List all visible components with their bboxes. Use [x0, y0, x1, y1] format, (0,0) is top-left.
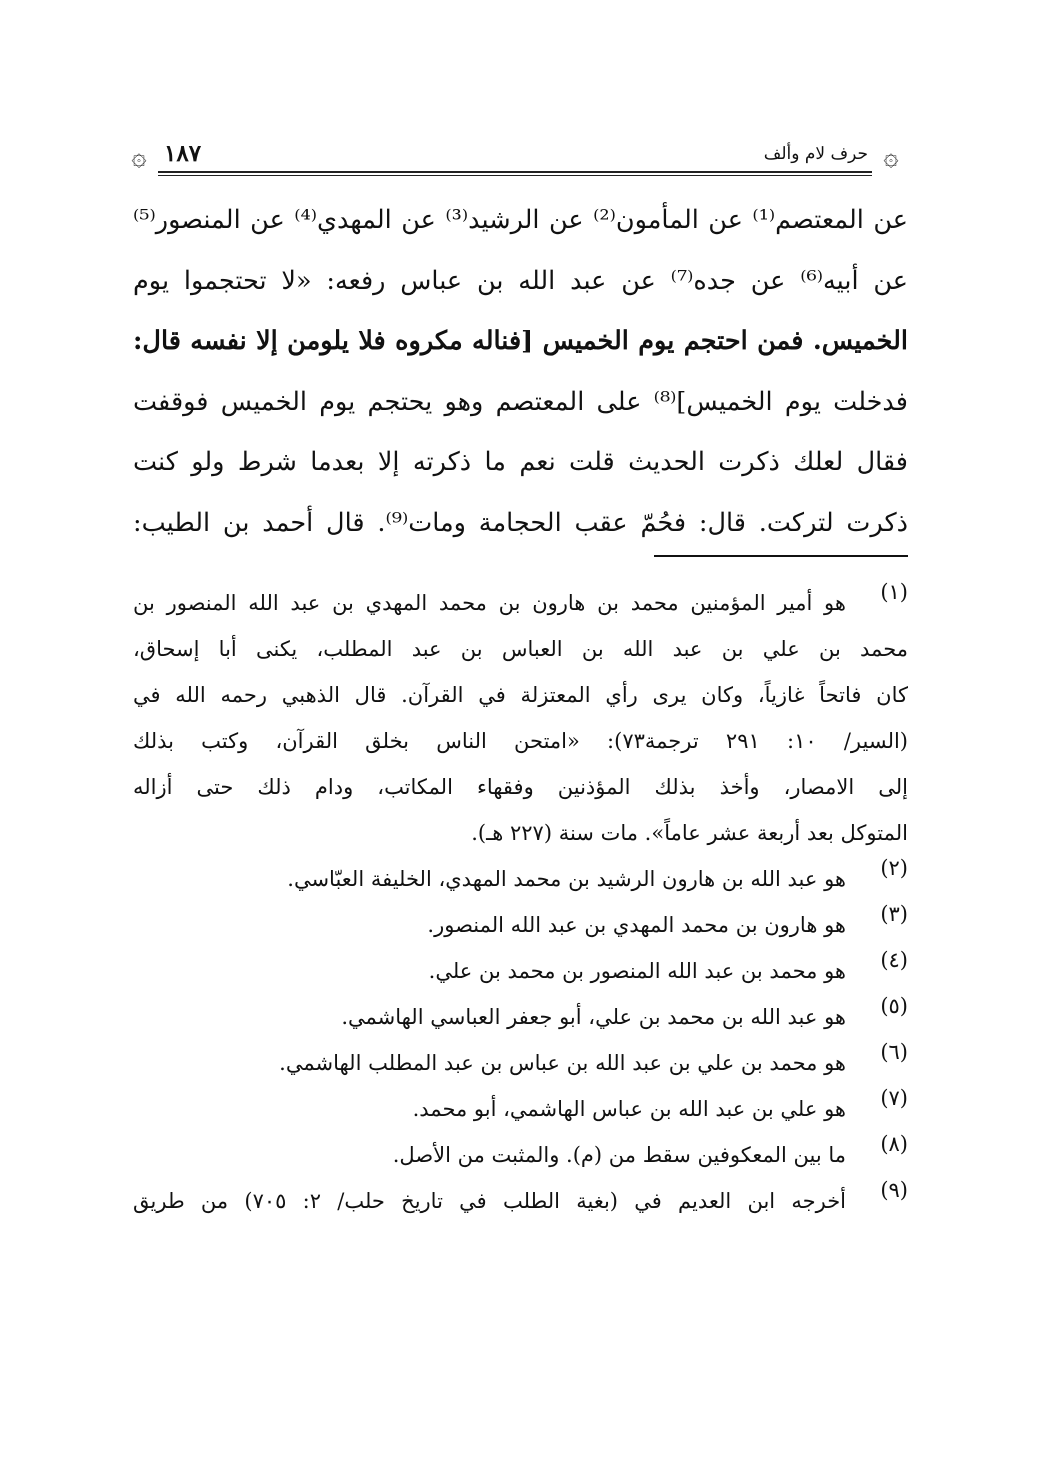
- footnote-line: أخرجه ابن العديم في (بغية الطلب في تاريخ حلب/ ٢: ٧٠٥) من طريق: [133, 1189, 846, 1213]
- ornament-right-icon: ۞: [883, 142, 899, 172]
- footnote-2: [133, 856, 908, 902]
- footnote-3: [133, 902, 908, 948]
- footnote-line: هو محمد بن علي بن عبد الله بن عباس بن عبد المطلب الهاشمي.: [279, 1051, 846, 1075]
- main-text-line: عن أبيه⁽⁶⁾ عن جده⁽⁷⁾ عن عبد الله بن عباس رفعه: «لا تحتجموا يوم: [133, 265, 908, 296]
- footnote-9: [133, 1178, 908, 1224]
- footnote-4: [133, 948, 908, 994]
- footnote-number: (١): [880, 580, 908, 604]
- footnotes: [133, 580, 908, 1224]
- header-rule: [158, 171, 872, 173]
- footnote-line: محمد بن علي بن عبد الله بن العباس بن عبد المطلب، يكنى أبا إسحاق،: [133, 637, 908, 661]
- footnote-number: (٧): [880, 1086, 908, 1110]
- footnote-line: هو هارون بن محمد المهدي بن عبد الله المنصور.: [427, 913, 846, 937]
- footnote-line: هو عبد الله بن هارون الرشيد بن محمد المهدي، الخليفة العبّاسي.: [287, 867, 846, 891]
- footnote-line: هو أمير المؤمنين محمد بن هارون بن محمد المهدي بن عبد الله المنصور بن: [133, 591, 846, 615]
- footnote-number: (٤): [880, 948, 908, 972]
- footnote-number: (٨): [880, 1132, 908, 1156]
- footnote-line: كان فاتحاً غازياً، وكان يرى رأي المعتزلة في القرآن. قال الذهبي رحمه الله في: [133, 683, 908, 707]
- footnote-line: هو عبد الله بن محمد بن علي، أبو جعفر العباسي الهاشمي.: [341, 1005, 846, 1029]
- footnote-number: (٦): [880, 1040, 908, 1064]
- footnote-line: هو علي بن عبد الله بن عباس الهاشمي، أبو محمد.: [412, 1097, 846, 1121]
- footnote-7: [133, 1086, 908, 1132]
- footnote-6: [133, 1040, 908, 1086]
- footnote-8: [133, 1132, 908, 1178]
- main-text-line: الخميس. فمن احتجم يوم الخميس [فناله مكروه فلا يلومن إلا نفسه قال:: [133, 326, 908, 356]
- footnote-1: [133, 580, 908, 856]
- footnote-line: هو محمد بن عبد الله المنصور بن محمد بن علي.: [428, 959, 846, 983]
- footnote-number: (٩): [880, 1178, 908, 1202]
- footnote-line: المتوكل بعد أربعة عشر عاماً». مات سنة (٢٢٧ هـ).: [471, 821, 908, 845]
- main-text: [133, 190, 908, 553]
- footnote-separator: [654, 555, 908, 557]
- main-text-line: فدخلت يوم الخميس]⁽⁸⁾ على المعتصم وهو يحتجم يوم الخميس فوقفت: [133, 386, 908, 417]
- running-header: [122, 138, 908, 178]
- footnote-number: (٣): [880, 902, 908, 926]
- main-text-line: عن المعتصم⁽¹⁾ عن المأمون⁽²⁾ عن الرشيد⁽³⁾ عن المهدي⁽⁴⁾ عن المنصور⁽⁵⁾: [133, 205, 908, 235]
- chapter-title: حرف لام وألف: [763, 144, 868, 164]
- header-rule-thin: [158, 175, 872, 176]
- footnote-number: (٥): [880, 994, 908, 1018]
- footnote-number: (٢): [880, 856, 908, 880]
- page-number: ١٨٧: [164, 140, 202, 167]
- footnote-line: إلى الامصار، وأخذ بذلك المؤذنين وفقهاء المكاتب، ودام ذلك حتى أزاله: [133, 775, 908, 799]
- footnote-line: (السير/ ١٠: ٢٩١ ترجمة٧٣): «امتحن الناس بخلق القرآن، وكتب بذلك: [133, 729, 908, 753]
- ornament-left-icon: ۞: [131, 142, 147, 172]
- main-text-line: ذكرت لتركت. قال: فحُمّ عقب الحجامة ومات⁽⁹⁾. قال أحمد بن الطيب:: [133, 507, 908, 538]
- footnote-line: ما بين المعكوفين سقط من (م). والمثبت من الأصل.: [392, 1143, 846, 1167]
- main-text-line: فقال لعلك ذكرت الحديث قلت نعم ما ذكرته إلا بعدما شرط ولو كنت: [133, 447, 908, 477]
- footnote-5: [133, 994, 908, 1040]
